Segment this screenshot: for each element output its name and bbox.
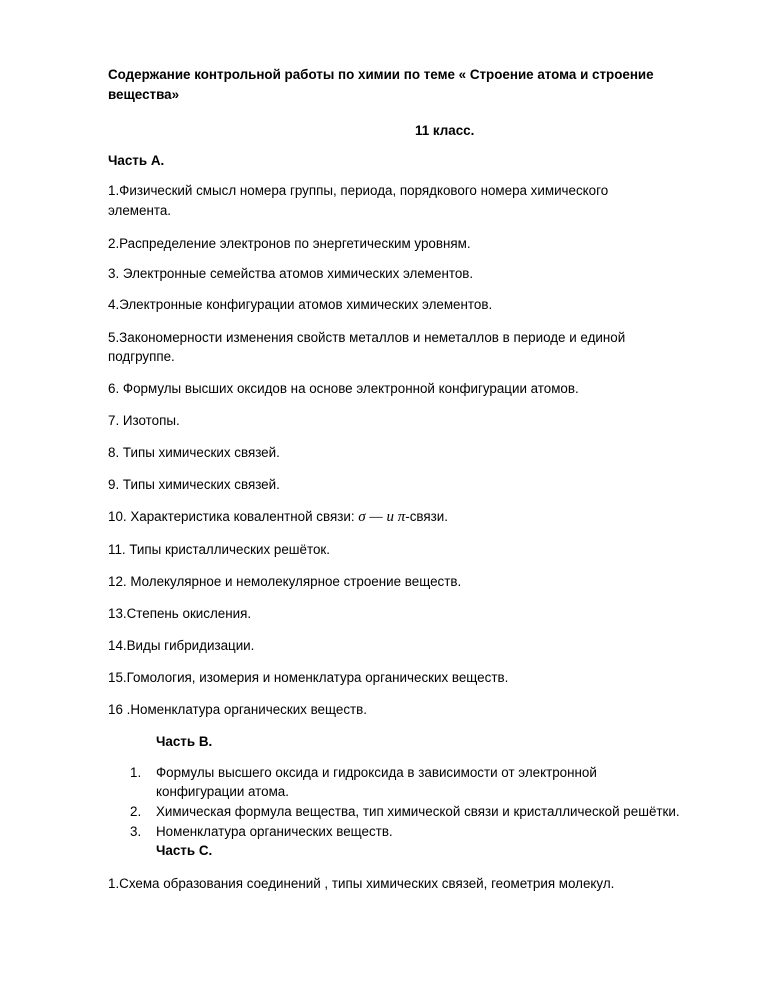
part-b-item-2-number: 2. <box>130 804 142 819</box>
part-a-item-16: 16 .Номенклатура органических веществ. <box>108 702 367 717</box>
part-b-item-1-cont: конфигурации атома. <box>156 784 289 799</box>
part-a-item-10 <box>108 508 448 526</box>
part-a-item-3: 3. Электронные семейства атомов химических элементов. <box>108 266 474 281</box>
part-b-heading: Часть В. <box>156 734 213 749</box>
document-title-line-1: Содержание контрольной работы по химии по теме « Строение атома и строение <box>108 67 654 82</box>
part-c-heading: Часть С. <box>156 843 213 858</box>
part-a-item-1-cont: элемента. <box>108 203 171 218</box>
part-b-item-2: Химическая формула вещества, тип химической связи и кристаллической решётки. <box>156 804 680 819</box>
part-a-item-5: 5.Закономерности изменения свойств металлов и неметаллов в периоде и единой <box>108 330 626 345</box>
part-a-item-5-cont: подгруппе. <box>108 349 175 364</box>
part-a-item-14: 14.Виды гибридизации. <box>108 638 255 653</box>
part-a-item-9: 9. Типы химических связей. <box>108 477 280 492</box>
part-a-item-13: 13.Степень окисления. <box>108 606 252 621</box>
part-b-item-1: Формулы высшего оксида и гидроксида в зависимости от электронной <box>156 765 597 780</box>
part-a-heading: Часть А. <box>108 153 165 168</box>
part-a-item-11: 11. Типы кристаллических решёток. <box>108 542 330 557</box>
part-a-item-1: 1.Физический смысл номера группы, периода, порядкового номера химического <box>108 183 609 198</box>
part-a-item-2: 2.Распределение электронов по энергетическим уровням. <box>108 236 471 251</box>
document-title-line-2: вещества» <box>108 87 180 102</box>
part-a-item-6: 6. Формулы высших оксидов на основе электронной конфигурации атомов. <box>108 381 579 396</box>
part-a-item-8: 8. Типы химических связей. <box>108 445 280 460</box>
part-a-item-15: 15.Гомология, изомерия и номенклатура органических веществ. <box>108 670 509 685</box>
part-a-item-10-suffix: -связи. <box>405 509 448 524</box>
part-a-item-10-text: 10. Характеристика ковалентной связи: <box>108 509 359 524</box>
part-a-item-4: 4.Электронные конфигурации атомов химических элементов. <box>108 297 493 312</box>
part-b-item-3: Номенклатура органических веществ. <box>156 824 393 839</box>
part-a-item-12: 12. Молекулярное и немолекулярное строение веществ. <box>108 574 462 589</box>
part-b-item-1-number: 1. <box>130 765 142 780</box>
part-c-item-1: 1.Схема образования соединений , типы химических связей, геометрия молекул. <box>108 876 615 891</box>
grade-label: 11 класс. <box>415 123 475 138</box>
part-a-item-7: 7. Изотопы. <box>108 413 180 428</box>
part-b-item-3-number: 3. <box>130 824 142 839</box>
sigma-pi-symbols: σ — и π <box>358 509 406 525</box>
